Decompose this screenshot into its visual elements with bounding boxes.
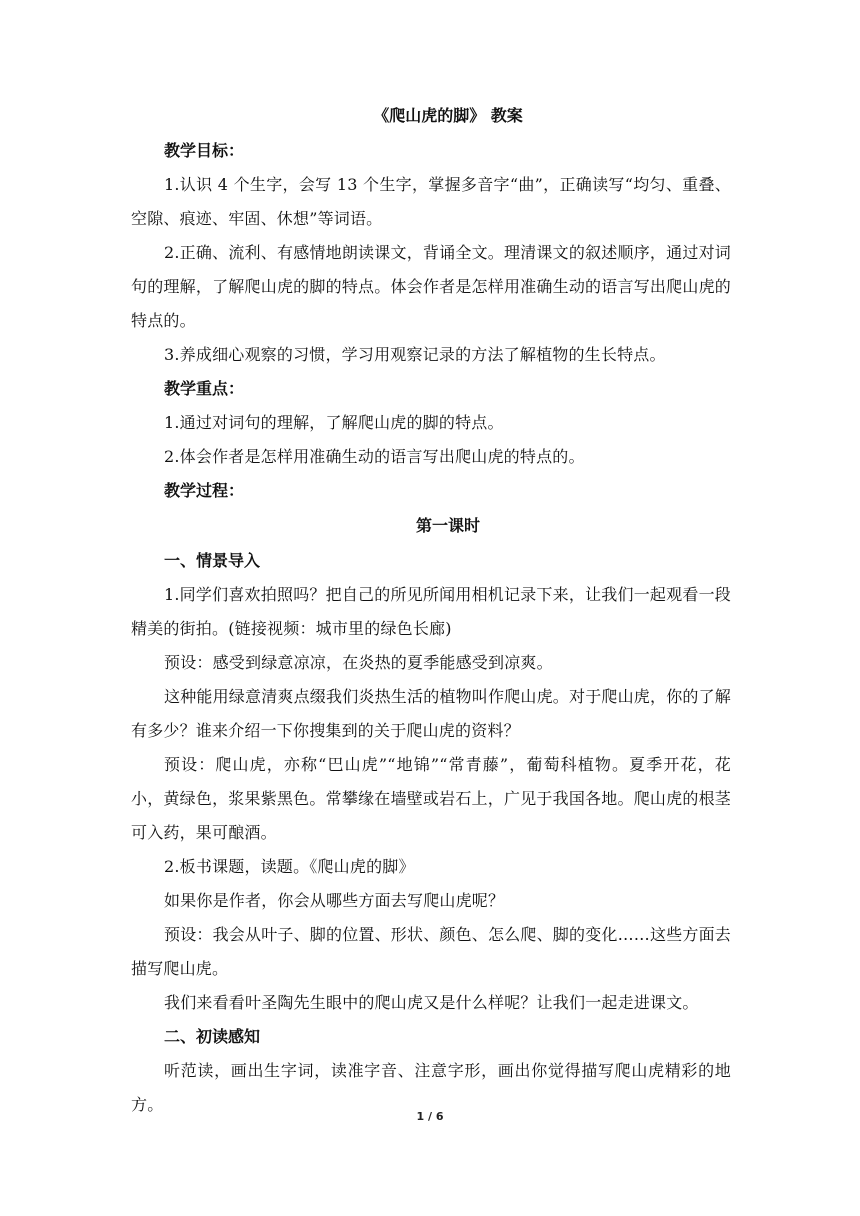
part1-paragraph: 我们来看看叶圣陶先生眼中的爬山虎又是什么样呢？让我们一起走进课文。 (164, 993, 699, 1012)
part2-heading: 二、初读感知 (164, 1027, 261, 1046)
document-title: 《爬山虎的脚》 教案 (373, 106, 523, 125)
part1-paragraph: 预设：感受到绿意凉凉，在炎热的夏季能感受到凉爽。 (164, 653, 553, 672)
part1-paragraph: 预设：我会从叶子、脚的位置、形状、颜色、怎么爬、脚的变化……这些方面去描写爬山虎。 (131, 925, 732, 978)
part1-paragraph: 1.同学们喜欢拍照吗？把自己的所见所闻用相机记录下来，让我们一起观看一段精美的街拍。(链接视频：城市里的绿色长廊) (131, 585, 731, 638)
document-body (131, 98, 731, 1122)
part1-heading: 一、情景导入 (164, 551, 261, 570)
key-point-item: 2.体会作者是怎样用准确生动的语言写出爬山虎的特点的。 (164, 447, 585, 466)
part1-paragraph: 预设：爬山虎，亦称“巴山虎”“地锦”“常青藤”，葡萄科植物。夏季开花，花小，黄绿色，浆果紫黑色。常攀缘在墙壁或岩石上，广见于我国各地。爬山虎的根茎可入药，果可酿酒。 (131, 755, 731, 842)
lesson-title: 第一课时 (415, 516, 480, 535)
part1-paragraph: 2.板书课题，读题。《爬山虎的脚》 (164, 857, 415, 876)
objective-item: 1.认识 4 个生字，会写 13 个生字，掌握多音字“曲”，正确读写“均匀、重叠、空隙、痕迹、牢固、休想”等词语。 (131, 175, 731, 228)
objective-item: 3.养成细心观察的习惯，学习用观察记录的方法了解植物的生长特点。 (164, 345, 666, 364)
objectives-heading: 教学目标： (164, 141, 245, 160)
page-number: 1 / 6 (416, 1110, 444, 1123)
process-heading: 教学过程： (164, 481, 245, 500)
objective-item: 2.正确、流利、有感情地朗读课文，背诵全文。理清课文的叙述顺序，通过对词句的理解，了解爬山虎的脚的特点。体会作者是怎样用准确生动的语言写出爬山虎的特点的。 (131, 243, 731, 330)
key-point-item: 1.通过对词句的理解，了解爬山虎的脚的特点。 (164, 413, 504, 432)
part2-paragraph: 听范读，画出生字词，读准字音、注意字形，画出你觉得描写爬山虎精彩的地方。 (131, 1061, 731, 1114)
part1-paragraph: 如果你是作者，你会从哪些方面去写爬山虎呢？ (164, 891, 505, 910)
key-points-heading: 教学重点： (164, 379, 245, 398)
part1-paragraph: 这种能用绿意清爽点缀我们炎热生活的植物叫作爬山虎。对于爬山虎，你的了解有多少？谁来介绍一下你搜集到的关于爬山虎的资料？ (131, 687, 732, 740)
